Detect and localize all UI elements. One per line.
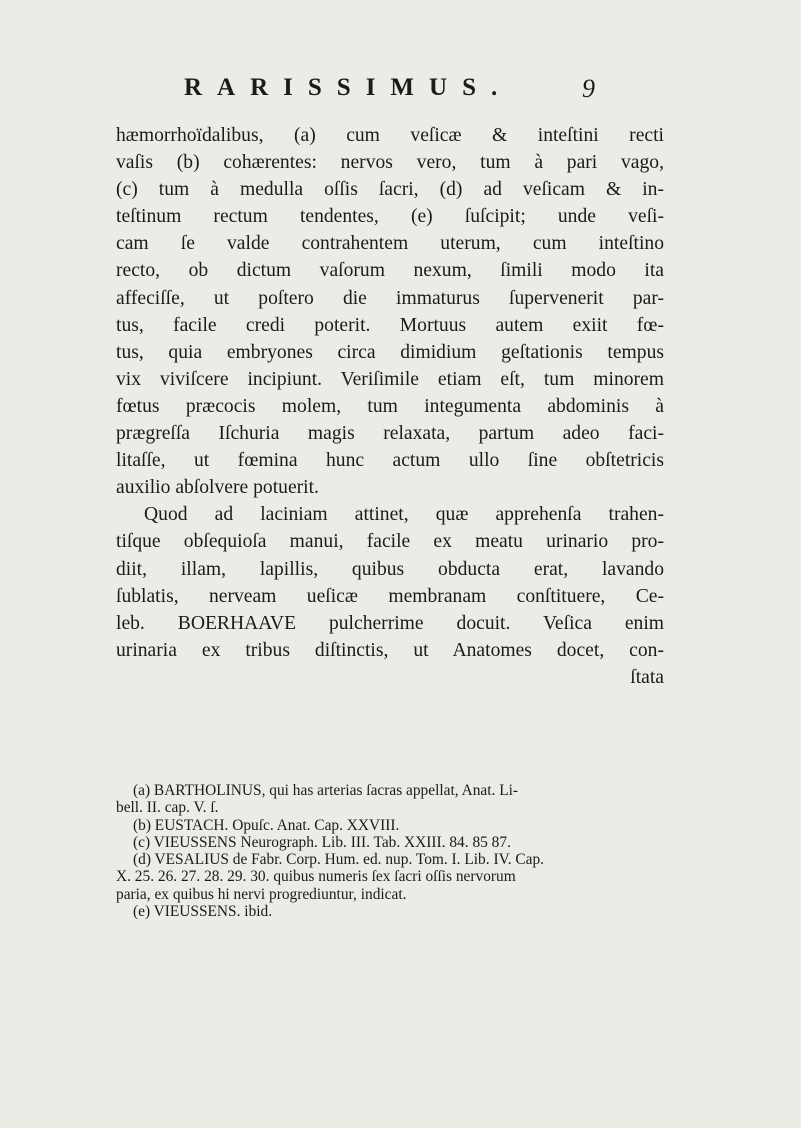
footnote-line: bell. II. cap. V. ſ. — [116, 799, 219, 817]
text-line: tus, quia embryones circa dimidium geſtationis tempus — [116, 341, 664, 363]
footnote-line: paria, ex quibus hi nervi progrediuntur, indicat. — [116, 885, 407, 903]
text-line: leb. BOERHAAVE pulcherrime docuit. Veſica enim — [116, 612, 664, 634]
text-line: tus, facile credi poterit. Mortuus autem exiit fœ- — [116, 314, 664, 336]
text-line: ſublatis, nerveam ueſicæ membranam conſtituere, Ce- — [116, 585, 664, 607]
footnote-line: (c) VIEUSSENS Neurograph. Lib. III. Tab. XXIII. 84. 85 87. — [133, 833, 511, 851]
text-line: diit, illam, lapillis, quibus obducta erat, lavando — [116, 558, 664, 580]
text-line: vix viviſcere incipiunt. Veriſimile etiam eſt, tum minorem — [116, 368, 664, 390]
footnote-line: (a) BARTHOLINUS, qui has arterias ſacras appellat, Anat. Li- — [133, 782, 519, 799]
footnote-line: (d) VESALIUS de Fabr. Corp. Hum. ed. nup. Tom. I. Lib. IV. Cap. — [133, 851, 545, 869]
text-line: tiſque obſequioſa manui, facile ex meatu urinario pro- — [116, 531, 664, 553]
text-line: cam ſe valde contrahentem uterum, cum inteſtino — [116, 233, 664, 255]
footnote-line: (e) VIEUSSENS. ibid. — [133, 903, 273, 921]
footnote-line: (b) EUSTACH. Opuſc. Anat. Cap. XXVIII. — [133, 816, 400, 834]
main-text-block — [116, 122, 664, 691]
text-line: Quod ad laciniam attinet, quæ apprehenſa trahen- — [144, 504, 664, 526]
text-line: litaſſe, ut fœmina hunc actum ullo ſine obſtetricis — [116, 450, 664, 472]
text-line: hæmorrhoïdalibus, (a) cum veſicæ & inteſtini recti — [116, 125, 664, 146]
text-line: affeciſſe, ut poſtero die immaturus ſupervenerit par- — [116, 287, 664, 309]
text-line: prægreſſa Iſchuria magis relaxata, partum adeo faci- — [116, 423, 664, 445]
catchword: ſtata — [630, 666, 664, 688]
text-line: auxilio abſolvere potuerit. — [116, 477, 319, 499]
text-line: vaſis (b) cohærentes: nervos vero, tum à pari vago, — [116, 152, 664, 174]
text-line: fœtus præcocis molem, tum integumenta abdominis à — [116, 395, 664, 417]
page-number: 9 — [582, 74, 595, 103]
footnote-line: X. 25. 26. 27. 28. 29. 30. quibus numeris ſex ſacri oſſis nervorum — [116, 868, 516, 886]
text-line: urinaria ex tribus diſtinctis, ut Anatomes docet, con- — [116, 639, 664, 661]
footnotes-block — [116, 782, 666, 920]
text-line: (c) tum à medulla oſſis ſacri, (d) ad veſicam & in- — [116, 179, 664, 201]
text-line: recto, ob dictum vaſorum nexum, ſimili modo ita — [116, 260, 664, 282]
text-line: teſtinum rectum tendentes, (e) ſuſcipit; unde veſi- — [116, 206, 664, 228]
running-head-title: RARISSIMUS. — [184, 74, 513, 101]
